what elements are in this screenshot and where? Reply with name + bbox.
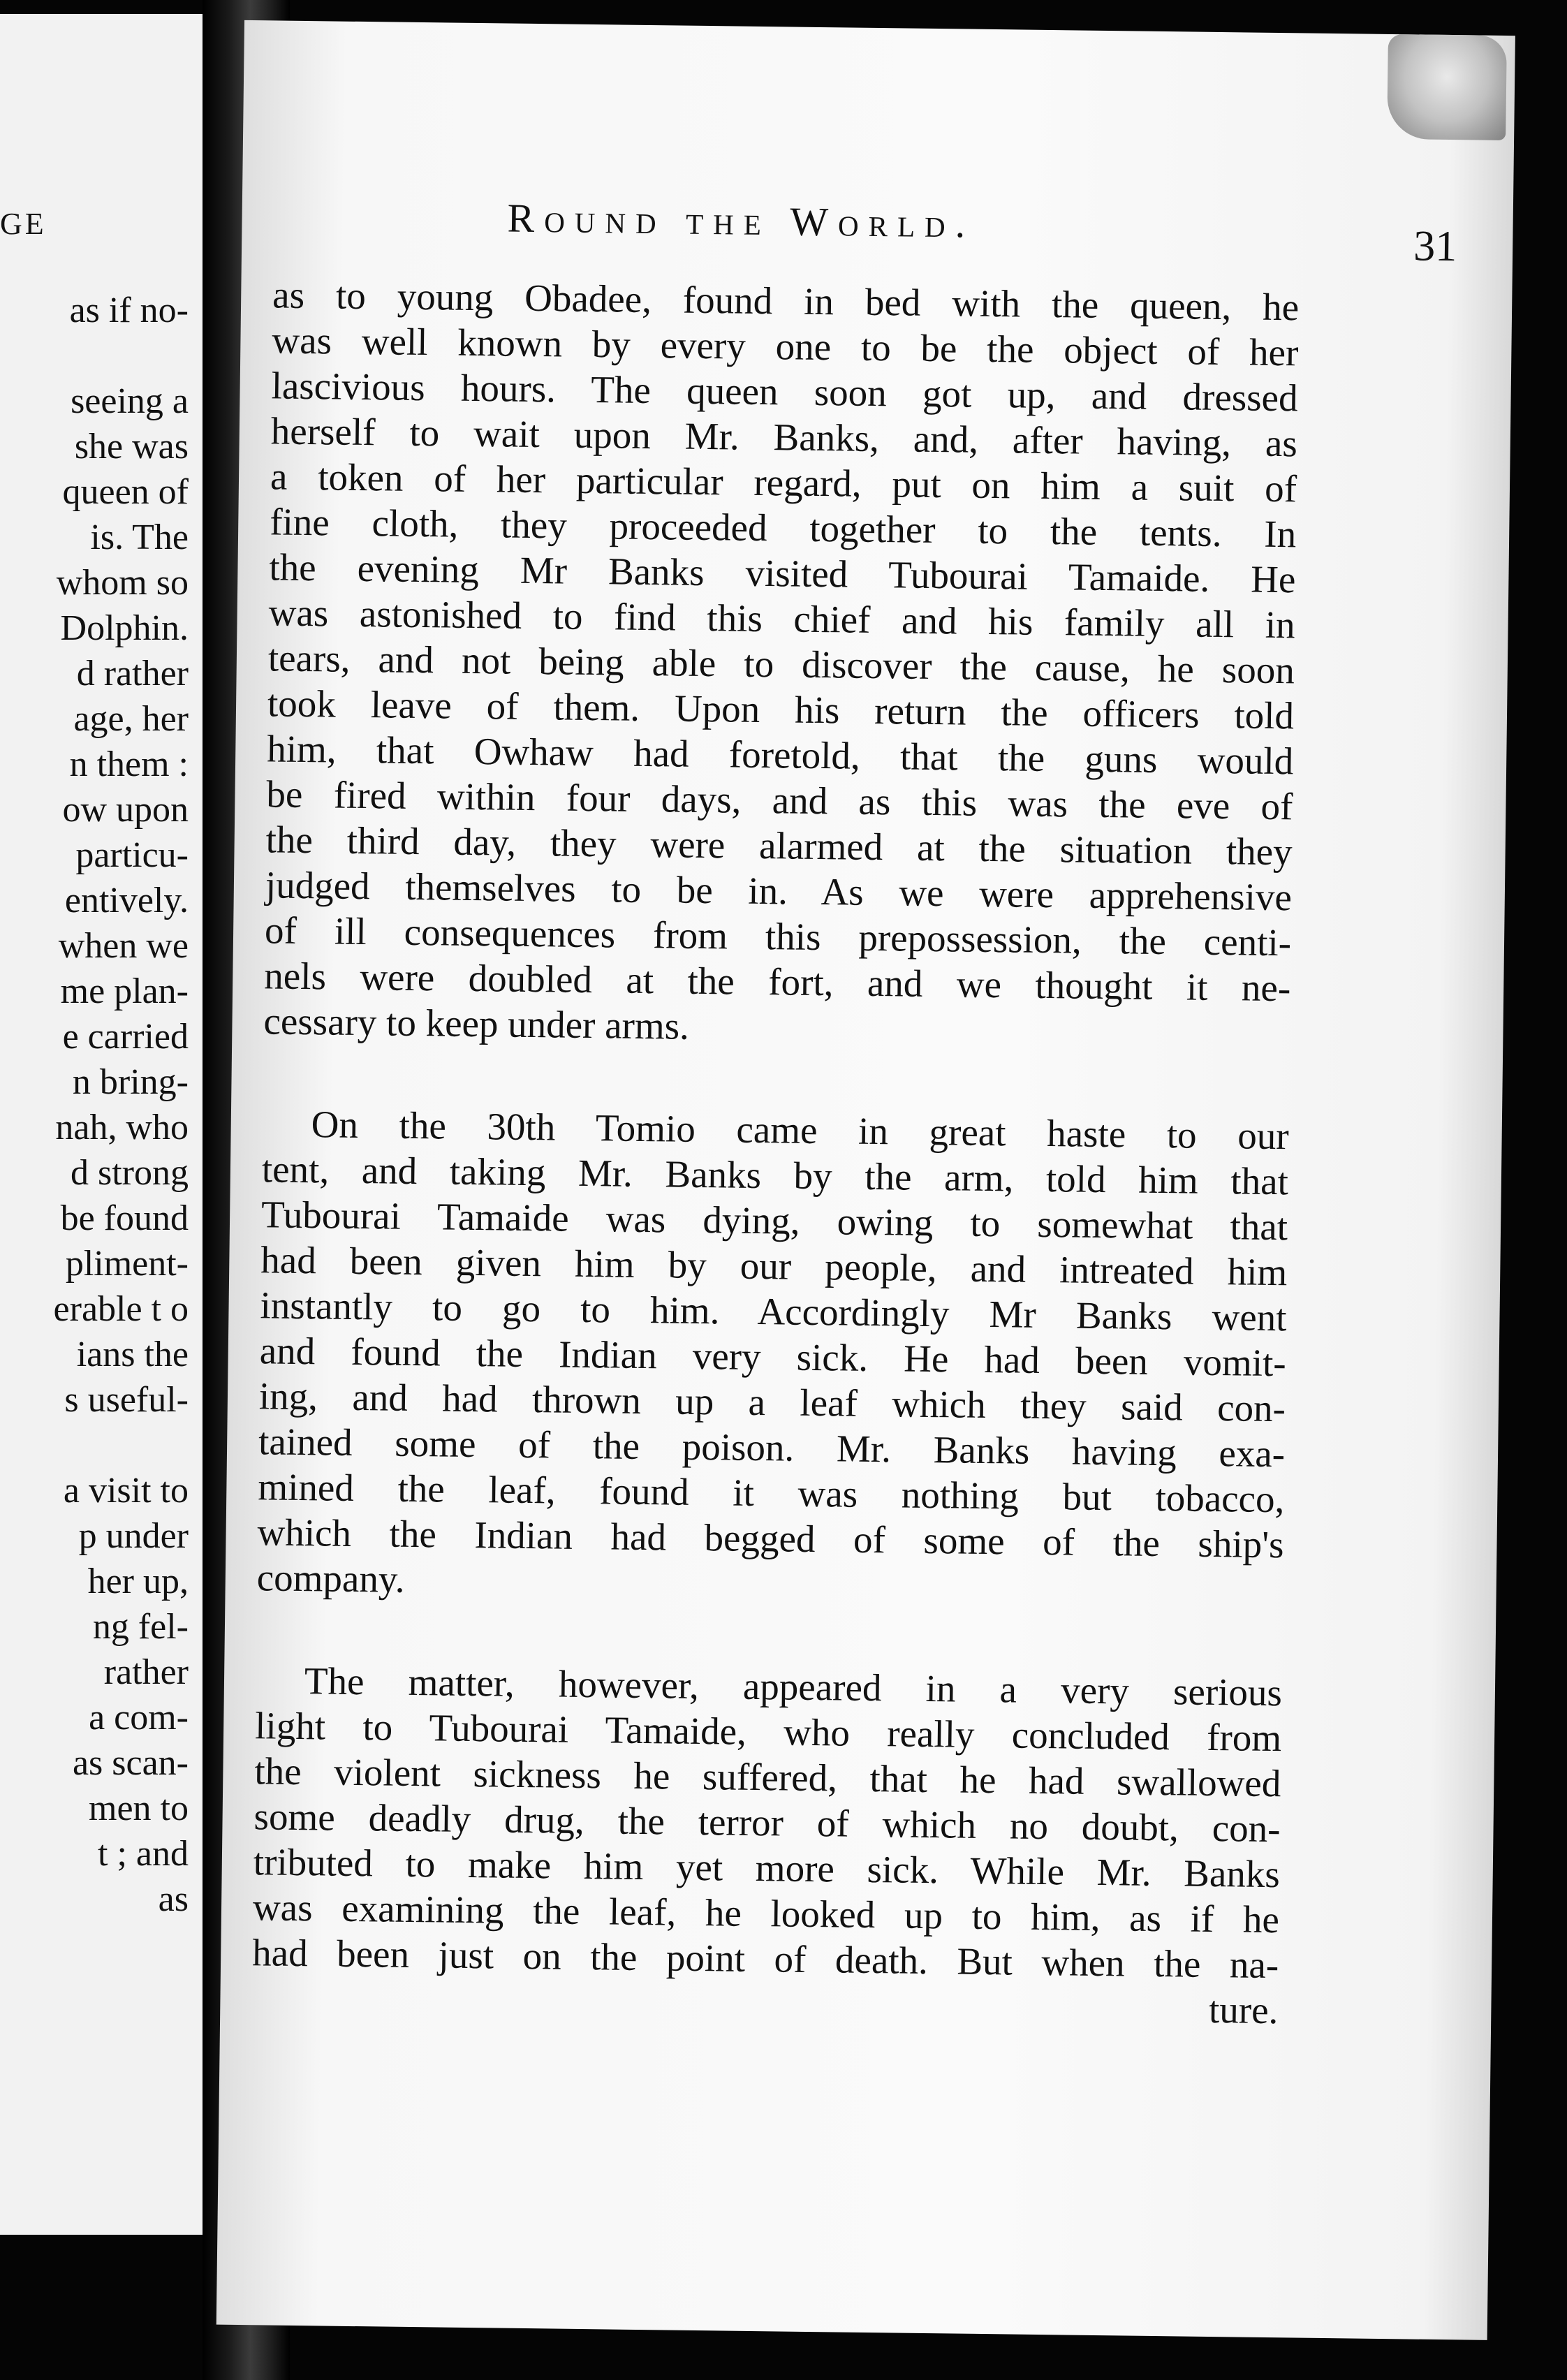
paragraph (251, 1657, 1282, 2033)
body-text (251, 272, 1299, 2033)
text-line: was well known by every one to be the object of her (272, 318, 1299, 374)
text-line: be fired within four days, and as this was the eve of (266, 772, 1293, 828)
text-line: took leave of them. Upon his return the officers told (267, 682, 1295, 737)
text-line: tent, and taking Mr. Banks by the arm, told him that (261, 1147, 1289, 1203)
previous-page-line: as if no- (69, 291, 189, 330)
text-line: had been given him by our people, and intreated him (260, 1238, 1288, 1294)
previous-page-line: her up, (87, 1562, 189, 1601)
text-line: had been just on the point of death. But when the na- (251, 1931, 1279, 1987)
previous-page-running-head: GE (0, 207, 47, 241)
previous-page-line: n them : (69, 744, 189, 784)
previous-page-line: ng fel- (92, 1607, 189, 1647)
text-line: was examining the leaf, he looked up to him, as if he (252, 1886, 1280, 1941)
previous-page-line: queen of (62, 472, 189, 512)
previous-page-line (0, 1423, 189, 1468)
previous-page-line: t ; and (98, 1834, 189, 1874)
previous-page-line: ians the (76, 1335, 189, 1374)
previous-page-line: she was (74, 427, 189, 467)
previous-page-line: a visit to (63, 1471, 189, 1511)
previous-page-line: nah, who (55, 1108, 189, 1147)
paragraph (256, 1101, 1289, 1613)
previous-page-line: s useful- (64, 1380, 189, 1420)
previous-page-line: when we (58, 926, 189, 966)
torn-corner (1387, 34, 1507, 140)
running-head: Round the World. (507, 195, 976, 247)
previous-page-fragment (0, 14, 203, 2235)
previous-page-line (0, 333, 189, 379)
previous-page-line: whom so (56, 563, 189, 603)
text-line: the evening Mr Banks visited Tubourai Tamaide. He (269, 545, 1296, 601)
text-line: company. (256, 1556, 405, 1601)
text-line: some deadly drug, the terror of which no doubt, con- (253, 1795, 1281, 1851)
text-line: light to Tubourai Tamaide, who really concluded from (254, 1704, 1282, 1760)
previous-page-line: as scan- (72, 1743, 189, 1783)
text-line: cessary to keep under arms. (263, 999, 690, 1048)
previous-page-line: pliment- (65, 1244, 189, 1284)
text-line: tears, and not being able to discover the cause, he soon (267, 636, 1295, 692)
previous-page-line: e carried (62, 1017, 189, 1057)
previous-page-line: d rather (76, 654, 189, 693)
text-line: and found the Indian very sick. He had been vomit- (259, 1329, 1287, 1385)
previous-page-line: age, her (73, 699, 189, 739)
paragraph (263, 272, 1299, 1056)
previous-page-line: erable t o (53, 1289, 189, 1329)
page-number: 31 (1413, 222, 1457, 271)
text-line: was astonished to find this chief and his family all in (268, 591, 1295, 647)
text-line: The matter, however, appeared in a very serious (304, 1659, 1283, 1714)
previous-page-text (0, 288, 189, 1922)
text-line: of ill consequences from this prepossession, the centi- (264, 909, 1292, 964)
previous-page-line: d strong (71, 1153, 189, 1193)
text-line: instantly to go to him. Accordingly Mr Banks went (260, 1284, 1287, 1339)
text-line: fine cloth, they proceeded together to the tents. In (269, 500, 1297, 556)
text-line: tributed to make him yet more sick. While Mr. Banks (253, 1840, 1281, 1896)
previous-page-line: particu- (75, 835, 189, 875)
text-line: Tubourai Tamaide was dying, owing to somewhat that (260, 1193, 1288, 1249)
text-line: On the 30th Tomio came in great haste to our (311, 1103, 1290, 1158)
text-line: ing, and had thrown up a leaf which they said con- (258, 1374, 1286, 1430)
text-line: a token of her particular regard, put on him a suit of (270, 455, 1297, 510)
previous-page-line: n bring- (72, 1062, 189, 1102)
previous-page-line: me plan- (60, 971, 189, 1011)
previous-page-line: as (158, 1879, 189, 1919)
text-line: the violent sickness he suffered, that he had swallowed (254, 1749, 1281, 1805)
previous-page-line: seeing a (71, 381, 189, 421)
previous-page-line: a com- (89, 1698, 189, 1738)
text-line: the third day, they were alarmed at the situation they (265, 818, 1293, 874)
previous-page-line: men to (89, 1788, 189, 1828)
previous-page-line: rather (103, 1652, 189, 1692)
text-line: mined the leaf, found it was nothing but tobacco, (258, 1465, 1285, 1521)
previous-page-line: ow upon (62, 790, 189, 830)
previous-page-line: is. The (90, 517, 189, 557)
previous-page-line: be found (60, 1198, 189, 1238)
catchword: ture. (1208, 1988, 1279, 2032)
previous-page-line: p under (78, 1516, 189, 1556)
text-line: him, that Owhaw had foretold, that the guns would (266, 727, 1294, 783)
text-line: lascivious hours. The queen soon got up, and dressed (271, 364, 1298, 420)
text-line: judged themselves to be in. As we were apprehensive (265, 863, 1293, 919)
text-line: tained some of the poison. Mr. Banks having exa- (258, 1420, 1286, 1476)
text-line: as to young Obadee, found in bed with the queen, he (272, 273, 1300, 329)
main-page (216, 20, 1515, 2340)
text-line: nels were doubled at the fort, and we thought it ne- (263, 954, 1291, 1010)
text-line: herself to wait upon Mr. Banks, and, after having, as (270, 409, 1298, 465)
previous-page-line: entively. (64, 881, 189, 920)
previous-page-line: Dolphin. (60, 608, 189, 648)
text-line: which the Indian had begged of some of the ship's (257, 1511, 1284, 1566)
